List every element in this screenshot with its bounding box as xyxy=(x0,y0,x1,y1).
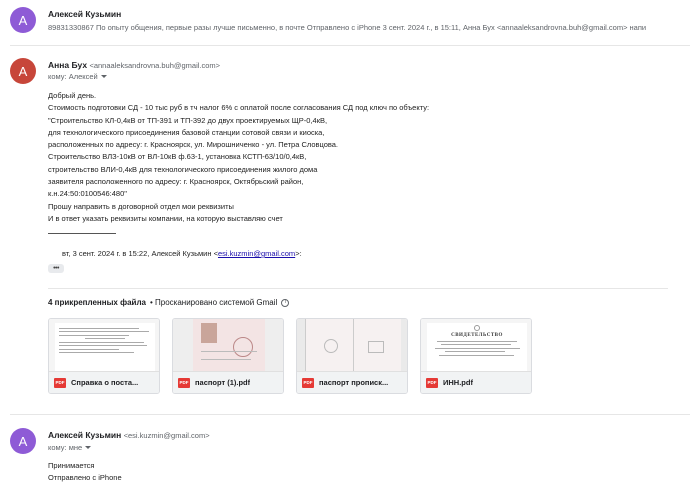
attachment-thumbnail xyxy=(421,319,531,373)
pdf-icon: PDF xyxy=(178,378,190,388)
pdf-icon: PDF xyxy=(426,378,438,388)
document-preview xyxy=(427,323,527,373)
body-line: расположенных по адресу: г. Красноярск, ул. Мирошниченко - ул. Петра Словцова. xyxy=(48,140,339,150)
passport-preview xyxy=(305,319,401,373)
sender-name-text: Алексей Кузьмин xyxy=(48,430,122,440)
chevron-down-icon xyxy=(101,75,107,78)
body-line: строительство ВЛИ-0,4кВ для технологического присоединения жилого дома xyxy=(48,164,318,174)
attachment-name: паспорт (1).pdf xyxy=(195,378,251,387)
attachments-scan-note: • Просканировано системой Gmail xyxy=(149,298,278,307)
stamp-mark xyxy=(368,341,384,353)
passport-spine xyxy=(353,319,354,373)
attachment-footer xyxy=(297,371,407,393)
attachment-name: Справка о поста... xyxy=(71,378,139,387)
body-line: для технологического присоединения базовой станции сотовой связи и киоска, xyxy=(48,127,325,137)
emblem-icon xyxy=(474,325,480,331)
attachment-thumbnail xyxy=(49,319,159,373)
attachment-name: ИНН.pdf xyxy=(443,378,473,387)
attachment-name: паспорт прописк... xyxy=(319,378,389,387)
recipients-label: кому: Алексей xyxy=(48,72,98,81)
attachment-card[interactable] xyxy=(172,318,284,394)
avatar: А xyxy=(10,58,36,84)
passport-preview xyxy=(193,319,265,373)
avatar: А xyxy=(10,7,36,33)
attachments-count: 4 прикрепленных файла xyxy=(48,298,146,307)
attachments-divider xyxy=(48,288,668,289)
quote-prefix: вт, 3 сент. 2024 г. в 15:22, Алексей Кузьмин < xyxy=(62,249,218,258)
attachment-footer xyxy=(173,371,283,393)
body-line: Добрый день. xyxy=(48,91,97,100)
chevron-down-icon xyxy=(85,446,91,449)
attachment-footer xyxy=(421,371,531,393)
sender-name[interactable]: Алексей Кузьмин xyxy=(48,9,122,19)
sender-name[interactable] xyxy=(48,60,220,70)
body-line: Отправлено с iPhone xyxy=(48,473,122,483)
sender-name-text: Анна Бух xyxy=(48,60,88,70)
message-body xyxy=(48,90,668,225)
recipients-toggle[interactable] xyxy=(48,443,91,452)
body-line: Стоимость подготовки СД - 10 тыс руб в тч налог 6% с оплатой после согласования СД под ключ по объекту: xyxy=(48,103,430,113)
quoted-header xyxy=(62,249,302,258)
quote-email-link[interactable]: esi.kuzmin@gmail.com xyxy=(217,249,296,258)
message-divider xyxy=(10,414,690,415)
body-line: И в ответ указать реквизиты компании, на которую выставляю счет xyxy=(48,213,283,223)
body-line: Принимается xyxy=(48,461,95,470)
attachment-card[interactable] xyxy=(296,318,408,394)
message-snippet[interactable]: 89831330867 По опыту общения, первые разы лучше письменно, в почте Отправлено с iPhone 3 сент. 2024 г., в 15:11, Анна Бух <annaaleksandrovna.buh@gmail.com> напи xyxy=(48,23,647,32)
show-trimmed-content-button[interactable]: ••• xyxy=(48,264,64,273)
sender-email: <annaaleksandrovna.buh@gmail.com> xyxy=(89,61,221,70)
message-body xyxy=(48,460,668,485)
recipients-toggle[interactable] xyxy=(48,72,107,81)
quote-suffix: >: xyxy=(295,249,302,258)
attachment-thumbnail xyxy=(297,319,407,373)
stamp-mark xyxy=(324,339,338,353)
attachments-header xyxy=(48,298,289,307)
avatar: А xyxy=(10,428,36,454)
body-line: "Строительство КЛ-0,4кВ от ТП-391 и ТП-392 до двух проектируемых ЩР-0,4кВ, xyxy=(48,115,328,125)
document-preview xyxy=(55,323,155,373)
passport-line xyxy=(201,351,257,352)
passport-line xyxy=(201,359,251,360)
pdf-icon: PDF xyxy=(302,378,314,388)
attachment-footer xyxy=(49,371,159,393)
attachment-card[interactable] xyxy=(48,318,160,394)
message-divider xyxy=(10,45,690,46)
signature-separator xyxy=(48,233,116,234)
attachment-card[interactable] xyxy=(420,318,532,394)
sender-email: <esi.kuzmin@gmail.com> xyxy=(123,431,210,440)
body-line: Строительство ВЛЗ-10кВ от ВЛ-10кВ ф.63-1, установка КСТП-63/10/0,4кВ, xyxy=(48,152,307,162)
pdf-icon: PDF xyxy=(54,378,66,388)
body-line: к.н.24:50:0100546:480" xyxy=(48,189,127,199)
body-line: Прошу направить в договорной отдел мои реквизиты xyxy=(48,201,234,211)
attachment-thumbnail xyxy=(173,319,283,373)
sender-name[interactable] xyxy=(48,430,210,440)
body-line: заявителя расположенного по адресу: г. Красноярск, Октябрьский район, xyxy=(48,177,304,187)
recipients-label: кому: мне xyxy=(48,443,83,452)
stamp-mark xyxy=(233,337,253,357)
inn-title: СВИДЕТЕЛЬСТВО xyxy=(451,333,503,338)
photo-placeholder xyxy=(201,323,217,343)
info-icon[interactable]: i xyxy=(281,299,289,307)
document-lines xyxy=(427,341,527,356)
